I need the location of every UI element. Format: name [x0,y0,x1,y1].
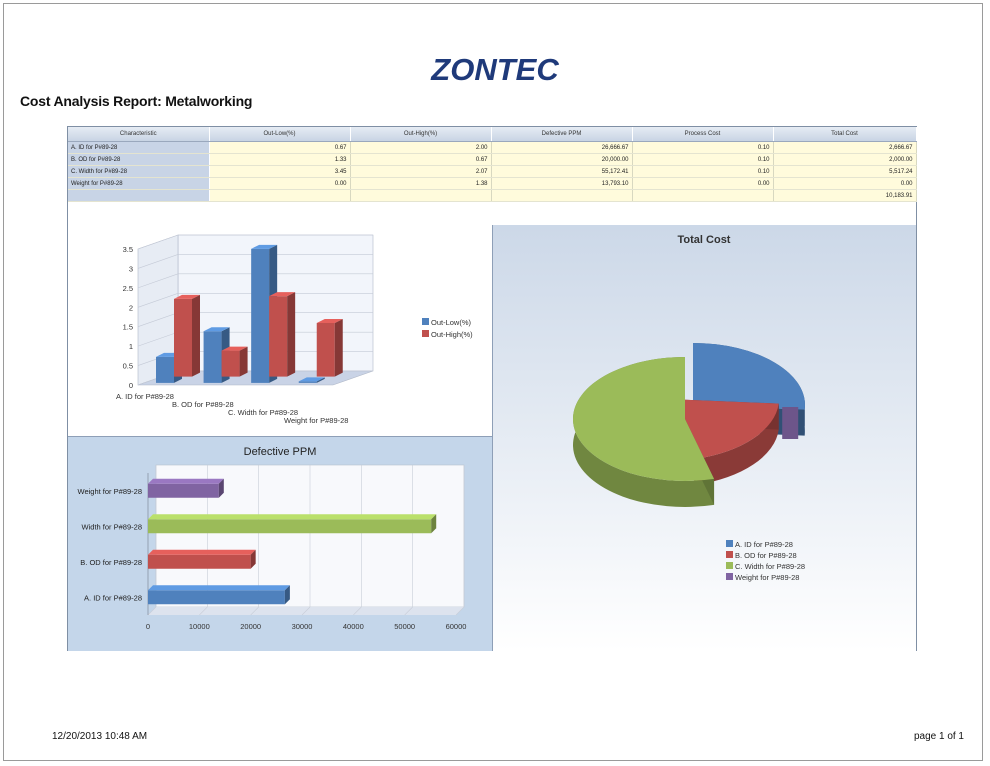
bar-top [148,514,436,519]
column-header: Characteristic [68,127,209,142]
report-title: Cost Analysis Report: Metalworking [20,93,253,109]
bar-front [299,381,317,383]
y-tick-label: 0 [128,381,133,390]
value-cell: 2.00 [350,142,491,154]
value-cell: 0.67 [209,142,350,154]
ppm-bar [148,479,224,498]
bar-front [148,519,431,533]
x-category-label: B. OD for P#89-28 [172,400,234,409]
legend-swatch [726,573,733,580]
ppm-bar [148,585,290,604]
value-cell: 3.45 [209,166,350,178]
value-cell: 5,517.24 [773,166,916,178]
bar-out-high [317,319,343,377]
x-tick-label: 40000 [342,622,364,631]
characteristic-cell: B. OD for P#89-28 [68,154,209,166]
value-cell: 10,183.91 [773,190,916,202]
value-cell [209,190,350,202]
value-cell: 0.67 [350,154,491,166]
table-row [68,154,916,166]
bar-top [148,479,224,484]
chart-divider-horizontal [68,436,492,437]
slice-top [693,343,805,410]
x-tick-label: 50000 [394,622,416,631]
value-cell [350,190,491,202]
bar-front [148,555,251,569]
bar-front [204,331,222,383]
table-row [68,190,916,202]
value-cell: 26,666.67 [491,142,632,154]
bar-front [156,357,174,383]
defective-ppm-chart [68,437,492,651]
column-header: Process Cost [632,127,773,142]
cost-table [68,127,917,202]
y-tick-label: 1.5 [122,322,133,332]
bar-top [148,585,290,590]
value-cell: 0.00 [209,178,350,190]
y-category-label: Width for P#89-28 [81,522,142,532]
column-header: Defective PPM [491,127,632,142]
bar-out-high [269,292,295,376]
report-panel [67,126,917,651]
characteristic-cell [68,190,209,202]
x-tick-label: 20000 [240,622,262,631]
value-cell [491,190,632,202]
chart-title: Total Cost [677,234,731,246]
bar-out-high [222,347,248,377]
pie-slice [782,407,798,439]
x-category-label: Weight for P#89-28 [284,416,349,425]
legend-label: C. Width for P#89-28 [735,562,806,571]
bar-front [148,484,219,498]
chart-divider-vertical [492,225,493,651]
x-category-label: A. ID for P#89-28 [116,392,174,401]
footer-timestamp: 12/20/2013 10:48 AM [52,731,148,742]
table-row [68,142,916,154]
value-cell: 0.00 [773,178,916,190]
value-cell: 20,000.00 [491,154,632,166]
y-tick-label: 1 [128,342,133,352]
x-category-label: C. Width for P#89-28 [228,408,299,417]
value-cell: 0.10 [632,166,773,178]
legend-label: Out-High(%) [431,330,473,339]
value-cell [632,190,773,202]
column-header: Total Cost [773,127,916,142]
chart-title: Defective PPM [243,446,317,458]
slice-edge [782,407,798,439]
total-cost-pie-chart [493,225,916,651]
legend-swatch [422,330,429,337]
value-cell: 2,666.67 [773,142,916,154]
bar-side [287,292,295,376]
bar-front [269,296,287,376]
value-cell: 0.00 [632,178,773,190]
column-header: Out-High(%) [350,127,491,142]
footer-page-number: page 1 of 1 [913,731,964,742]
table-header-row [68,127,916,142]
legend-swatch [726,551,733,558]
table-row [68,166,916,178]
y-tick-label: 0.5 [122,361,133,371]
bar-out-high [174,295,200,377]
ppm-bar [148,550,256,569]
bar-side [335,319,343,377]
bar-front [251,249,269,383]
y-tick-label: 2 [128,303,133,313]
legend-swatch [422,318,429,325]
x-tick-label: 60000 [445,622,467,631]
y-category-label: B. OD for P#89-28 [80,557,142,567]
y-tick-label: 3.5 [122,245,133,254]
out-percent-3d-chart [68,225,492,436]
legend-label: Weight for P#89-28 [735,573,800,582]
value-cell: 0.10 [632,142,773,154]
value-cell: 55,172.41 [491,166,632,178]
legend-label: B. OD for P#89-28 [735,551,797,560]
bar-front [174,299,192,377]
logo-text: ZONTEC [431,52,559,87]
y-category-label: Weight for P#89-28 [77,486,142,496]
table-row [68,178,916,190]
legend-label: A. ID for P#89-28 [735,540,793,549]
bar-front [317,323,335,377]
y-tick-label: 3 [128,264,133,274]
value-cell: 1.33 [209,154,350,166]
bar-side [240,347,248,377]
value-cell: 0.10 [632,154,773,166]
bar-front [222,351,240,377]
y-tick-label: 2.5 [122,283,133,293]
value-cell: 2.07 [350,166,491,178]
bar-side [192,295,200,377]
characteristic-cell: C. Width for P#89-28 [68,166,209,178]
ppm-bar [148,514,436,533]
characteristic-cell: A. ID for P#89-28 [68,142,209,154]
characteristic-cell: Weight for P#89-28 [68,178,209,190]
legend-swatch [726,540,733,547]
bar-top [148,550,256,555]
value-cell: 1.38 [350,178,491,190]
y-category-label: A. ID for P#89-28 [84,593,142,603]
value-cell: 2,000.00 [773,154,916,166]
x-tick-label: 30000 [291,622,313,631]
x-tick-label: 10000 [188,622,210,631]
value-cell: 13,793.10 [491,178,632,190]
table-body [68,142,916,202]
x-tick-label: 0 [145,622,151,631]
zontec-logo [420,50,570,90]
legend-swatch [726,562,733,569]
legend-label: Out-Low(%) [431,318,472,327]
column-header: Out-Low(%) [209,127,350,142]
bar-front [148,590,285,604]
